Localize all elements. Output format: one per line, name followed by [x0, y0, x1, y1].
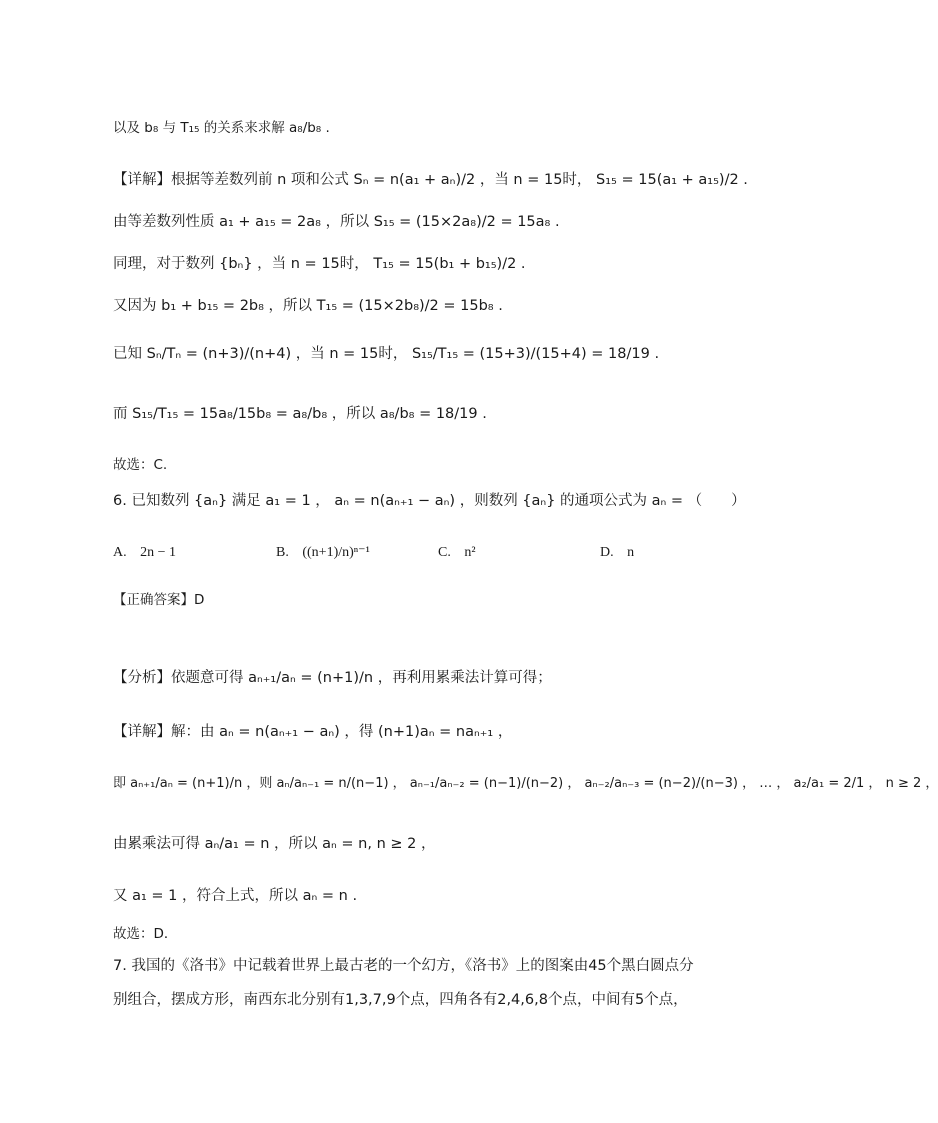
- option-a-text: 2n − 1: [140, 545, 177, 560]
- option-a: [113, 543, 176, 563]
- option-a-label: A.: [113, 545, 127, 560]
- option-d-label: D.: [600, 545, 614, 560]
- option-b: [276, 543, 370, 563]
- option-c-label: C.: [438, 545, 451, 560]
- question-7-line-2: 别组合，摆成方形，南西东北分别有1,3,7,9个点，四角各有2,4,6,8个点，中间有5个点，: [113, 992, 688, 1008]
- text-line-6: 已知 Sₙ/Tₙ = (n+3)/(n+4) ，当 n = 15时， S₁₅/T₁₅ = (15+3)/(15+4) = 18/19 .: [113, 346, 660, 362]
- option-d: [600, 543, 634, 563]
- question-7-line-1: 7. 我国的《洛书》中记载着世界上最古老的一个幻方，《洛书》上的图案由45个黑白圆点分: [113, 958, 694, 974]
- solution-line-1: 【详解】解：由 aₙ = n(aₙ₊₁ − aₙ) ，得 (n+1)aₙ = naₙ₊₁ ，: [113, 724, 513, 740]
- text-line-7: 而 S₁₅/T₁₅ = 15a₈/15b₈ = a₈/b₈ ，所以 a₈/b₈ = 18/19 .: [113, 406, 487, 422]
- correct-answer: 【正确答案】D: [113, 592, 205, 608]
- text-line-5: 又因为 b₁ + b₁₅ = 2b₈ ，所以 T₁₅ = (15×2b₈)/2 = 15b₈ .: [113, 298, 503, 314]
- analysis: 【分析】依题意可得 aₙ₊₁/aₙ = (n+1)/n ，再利用累乘法计算可得；: [113, 670, 552, 686]
- text-line-3: 由等差数列性质 a₁ + a₁₅ = 2a₈ ，所以 S₁₅ = (15×2a₈)/2 = 15a₈ .: [113, 214, 560, 230]
- solution-line-4: 又 a₁ = 1 ，符合上式，所以 aₙ = n .: [113, 888, 358, 904]
- option-c-text: n²: [464, 545, 476, 560]
- text-line-2: 【详解】根据等差数列前 n 项和公式 Sₙ = n(a₁ + aₙ)/2 ，当 n = 15时， S₁₅ = 15(a₁ + a₁₅)/2 .: [113, 172, 748, 188]
- text-line-4: 同理，对于数列 {bₙ} ，当 n = 15时， T₁₅ = 15(b₁ + b₁₅)/2 .: [113, 256, 526, 272]
- solution-line-3: 由累乘法可得 aₙ/a₁ = n ，所以 aₙ = n, n ≥ 2 ，: [113, 836, 436, 852]
- option-d-text: n: [627, 545, 635, 560]
- text-line-1: 以及 b₈ 与 T₁₅ 的关系来求解 a₈/b₈ .: [113, 120, 330, 136]
- solution-line-2: 即 aₙ₊₁/aₙ = (n+1)/n ，则 aₙ/aₙ₋₁ = n/(n−1) ， aₙ₋₁/aₙ₋₂ = (n−1)/(n−2) ， aₙ₋₂/aₙ₋₃ = (n−2)/(n−3) ， … ， a₂/a₁ = 2/1 ， n ≥ 2 ，: [113, 776, 938, 791]
- option-b-text: ((n+1)/n)ⁿ⁻¹: [302, 545, 370, 560]
- option-b-label: B.: [276, 545, 289, 560]
- answer-line-5: 故选：C.: [113, 457, 168, 473]
- question-6: 6. 已知数列 {aₙ} 满足 a₁ = 1 ， aₙ = n(aₙ₊₁ − aₙ) ，则数列 {aₙ} 的通项公式为 aₙ = （ ）: [113, 493, 746, 509]
- option-c: [438, 543, 476, 563]
- answer-line-6: 故选：D．: [113, 926, 178, 942]
